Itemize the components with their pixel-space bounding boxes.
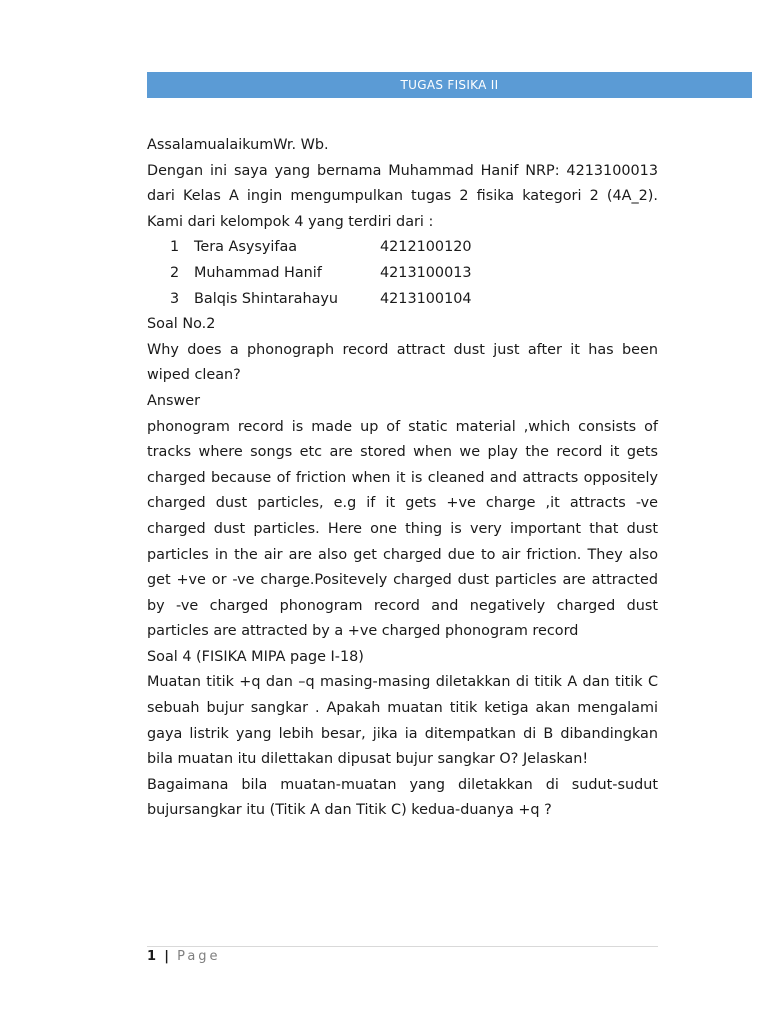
footer-divider	[147, 946, 658, 947]
soal2-heading: Soal No.2	[147, 316, 216, 333]
soal4-heading: Soal 4 (FISIKA MIPA page I-18)	[147, 648, 364, 665]
member-name: Muhammad Hanif	[194, 264, 322, 281]
soal2-answer-label: Answer	[147, 392, 201, 409]
page-footer	[147, 948, 221, 966]
member-name: Tera Asysyifaa	[194, 239, 298, 256]
soal4-question-1: Muatan titik +q dan –q masing-masing diletakkan di titik A dan titik C sebuah bujur sangkar . Apakah muatan titik ketiga akan mengalami gaya listrik yang lebih besar, jika ia ditempatkan di B dibandingkan bila muatan itu dilettakan dipusat bujur sangkar O? Jelaskan!	[147, 674, 658, 768]
member-nrp: 4213100013	[380, 264, 472, 281]
member-nrp: 4212100120	[380, 239, 472, 256]
list-item	[147, 235, 658, 261]
greeting: AssalamualaikumWr. Wb.	[147, 137, 329, 153]
document-title: TUGAS FISIKA II	[400, 78, 499, 92]
page-number: 1	[147, 949, 157, 964]
soal2-answer: phonogram record is made up of static material ,which consists of tracks where songs etc are stored when we play the record it gets charged because of friction when it is cleaned and attracts oppositely charged dust particles, e.g if it gets +ve charge ,it attracts -ve charged dust particles. Here one thing is very important that dust particles in the air are also get charged due to air friction. They also get +ve or -ve charge.Positevely charged dust particles are attracted by -ve charged phonogram record and negatively charged dust particles are attracted by a +ve charged phonogram record	[147, 418, 658, 640]
member-name: Balqis Shintarahayu	[194, 290, 339, 307]
document-body	[147, 133, 658, 824]
soal4-question-2: Bagaimana bila muatan-muatan yang diletakkan di sudut-sudut bujursangkar itu (Titik A dan Titik C) kedua-duanya +q ?	[147, 776, 658, 819]
member-nrp: 4213100104	[380, 290, 472, 307]
member-number: 3	[170, 290, 180, 307]
page-label: Page	[177, 949, 221, 964]
footer-separator: |	[164, 949, 169, 964]
member-number: 2	[170, 264, 180, 281]
member-number: 1	[170, 239, 180, 256]
soal2-question: Why does a phonograph record attract dust just after it has been wiped clean?	[147, 341, 658, 384]
member-list	[147, 235, 658, 312]
list-item	[147, 261, 658, 287]
document-header-band	[147, 72, 752, 98]
list-item	[147, 287, 658, 313]
intro-paragraph: Dengan ini saya yang bernama Muhammad Hanif NRP: 4213100013 dari Kelas A ingin mengumpulkan tugas 2 fisika kategori 2 (4A_2). Kami dari kelompok 4 yang terdiri dari :	[147, 162, 658, 230]
